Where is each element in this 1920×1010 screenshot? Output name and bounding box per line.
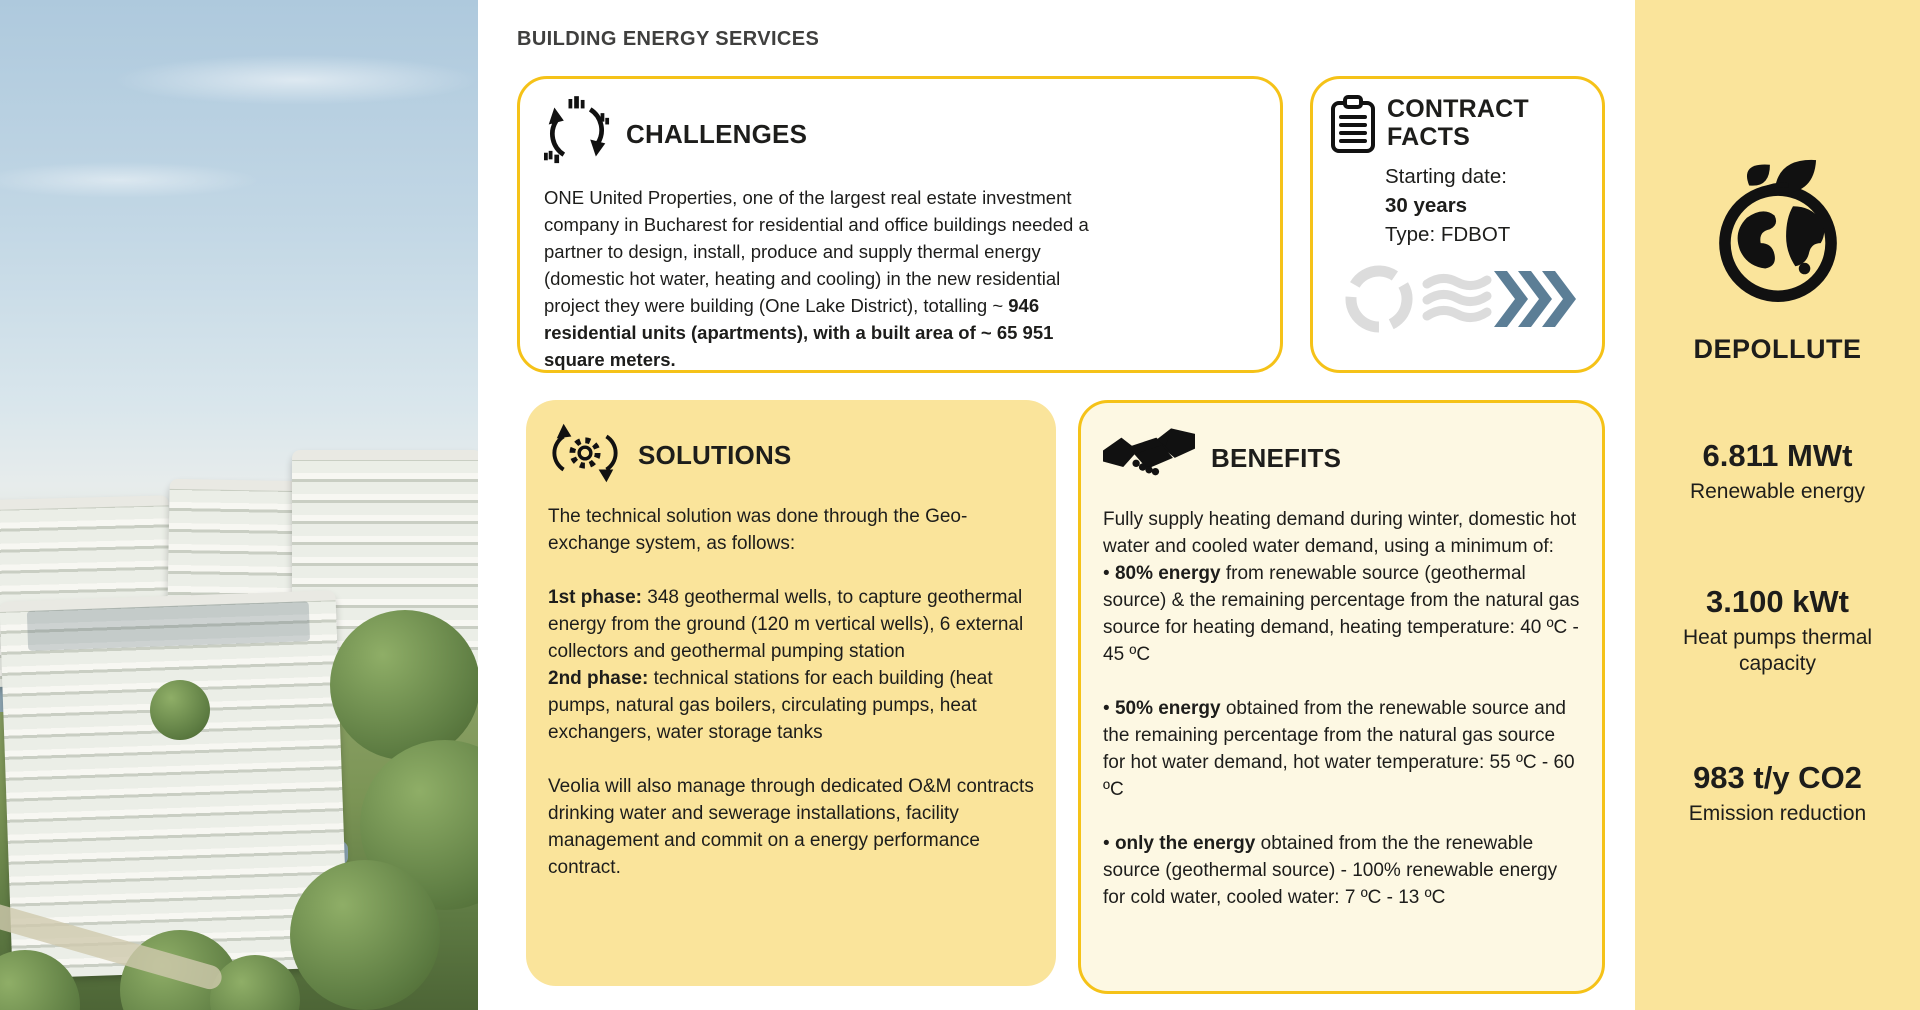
stat-label: Renewable energy xyxy=(1689,480,1866,503)
benefits-title: BENEFITS xyxy=(1211,443,1342,473)
benefits-box xyxy=(1078,400,1605,994)
benefits-bullet-50: • 50% energy obtained from the renewable source and the remaining percentage from the natural gas source for hot water demand, hot water temperature: 55 ºC - 60 ºC xyxy=(1103,698,1575,800)
contract-facts-box xyxy=(1310,76,1605,373)
benefits-intro: Fully supply heating demand during winter, domestic hot water and cooled water demand, using a minimum of: xyxy=(1103,509,1577,557)
stat-emission-reduction xyxy=(1635,760,1920,827)
starting-date-value: 30 years xyxy=(1385,194,1468,217)
starting-date-label: Starting date: xyxy=(1385,165,1507,188)
depollute-sidebar xyxy=(1635,0,1920,1010)
earth-leaf-icon xyxy=(1703,146,1853,313)
benefits-bullet-only: • only the energy obtained from the the renewable source (geothermal source) - 100% renewable energy for cold water, cooled water: 7 ºC - 13 ºC xyxy=(1103,833,1558,908)
contract-type: Type: FDBOT xyxy=(1385,223,1511,246)
project-photo xyxy=(0,0,478,1010)
tree xyxy=(150,680,210,740)
sky-clouds xyxy=(0,40,478,240)
solutions-phases: 1st phase: 348 geothermal wells, to capture geothermal energy from the ground (120 m vertical wells), 6 external collectors and geothermal pumping station 2nd phase: technical stations for each building (heat pumps, natural gas boilers, circulating pumps, heat exchangers, water storage tanks xyxy=(548,587,1024,743)
stat-value: 3.100 kWt xyxy=(1705,584,1849,619)
clipboard-icon xyxy=(1329,95,1377,160)
solutions-om: Veolia will also manage through dedicated O&M contracts drinking water and sewerage installations, facility management and commit on a energy performance contract. xyxy=(548,776,1034,878)
solutions-box xyxy=(526,400,1056,986)
stat-label: Emission reduction xyxy=(1688,802,1867,825)
process-arrows-gear-icon xyxy=(548,422,622,489)
stat-value: 6.811 MWt xyxy=(1702,438,1853,473)
waves-icon xyxy=(1421,272,1493,331)
tree xyxy=(290,860,440,1010)
depollute-title: DEPOLLUTE xyxy=(1693,334,1862,364)
triple-chevron-icon xyxy=(1494,271,1576,332)
tree xyxy=(330,610,478,760)
stat-label: Heat pumps thermal capacity xyxy=(1682,626,1873,675)
benefits-bullet-80: • 80% energy from renewable source (geothermal source) & the remaining percentage from the natural gas source for heating demand, heating temperature: 40 ºC - 45 ºC xyxy=(1103,563,1580,665)
challenges-title: CHALLENGES xyxy=(626,119,808,149)
stat-value: 983 t/y CO2 xyxy=(1693,760,1862,795)
recycle-arrows-icon xyxy=(1339,263,1419,340)
page-title: BUILDING ENERGY SERVICES xyxy=(517,28,820,50)
circular-economy-city-icon xyxy=(544,95,610,174)
stat-renewable-energy xyxy=(1635,438,1920,505)
solutions-intro: The technical solution was done through the Geo-exchange system, as follows: xyxy=(548,506,968,554)
challenges-box xyxy=(517,76,1283,373)
contract-facts-title: CONTRACT FACTS xyxy=(1387,95,1529,151)
handshake-icon xyxy=(1103,425,1195,492)
challenges-paragraph: ONE United Properties, one of the largest real estate investment company in Bucharest for residential and office buildings needed a partner to design, install, produce and supply thermal energy (domestic hot water, heating and cooling) in the new residential project they were building (One Lake District), totalling ~ 946 residential units (apartments), with a built area of ~ 65 951 square meters. xyxy=(544,187,1089,370)
solutions-title: SOLUTIONS xyxy=(638,440,792,470)
stat-heat-pumps xyxy=(1635,584,1920,677)
